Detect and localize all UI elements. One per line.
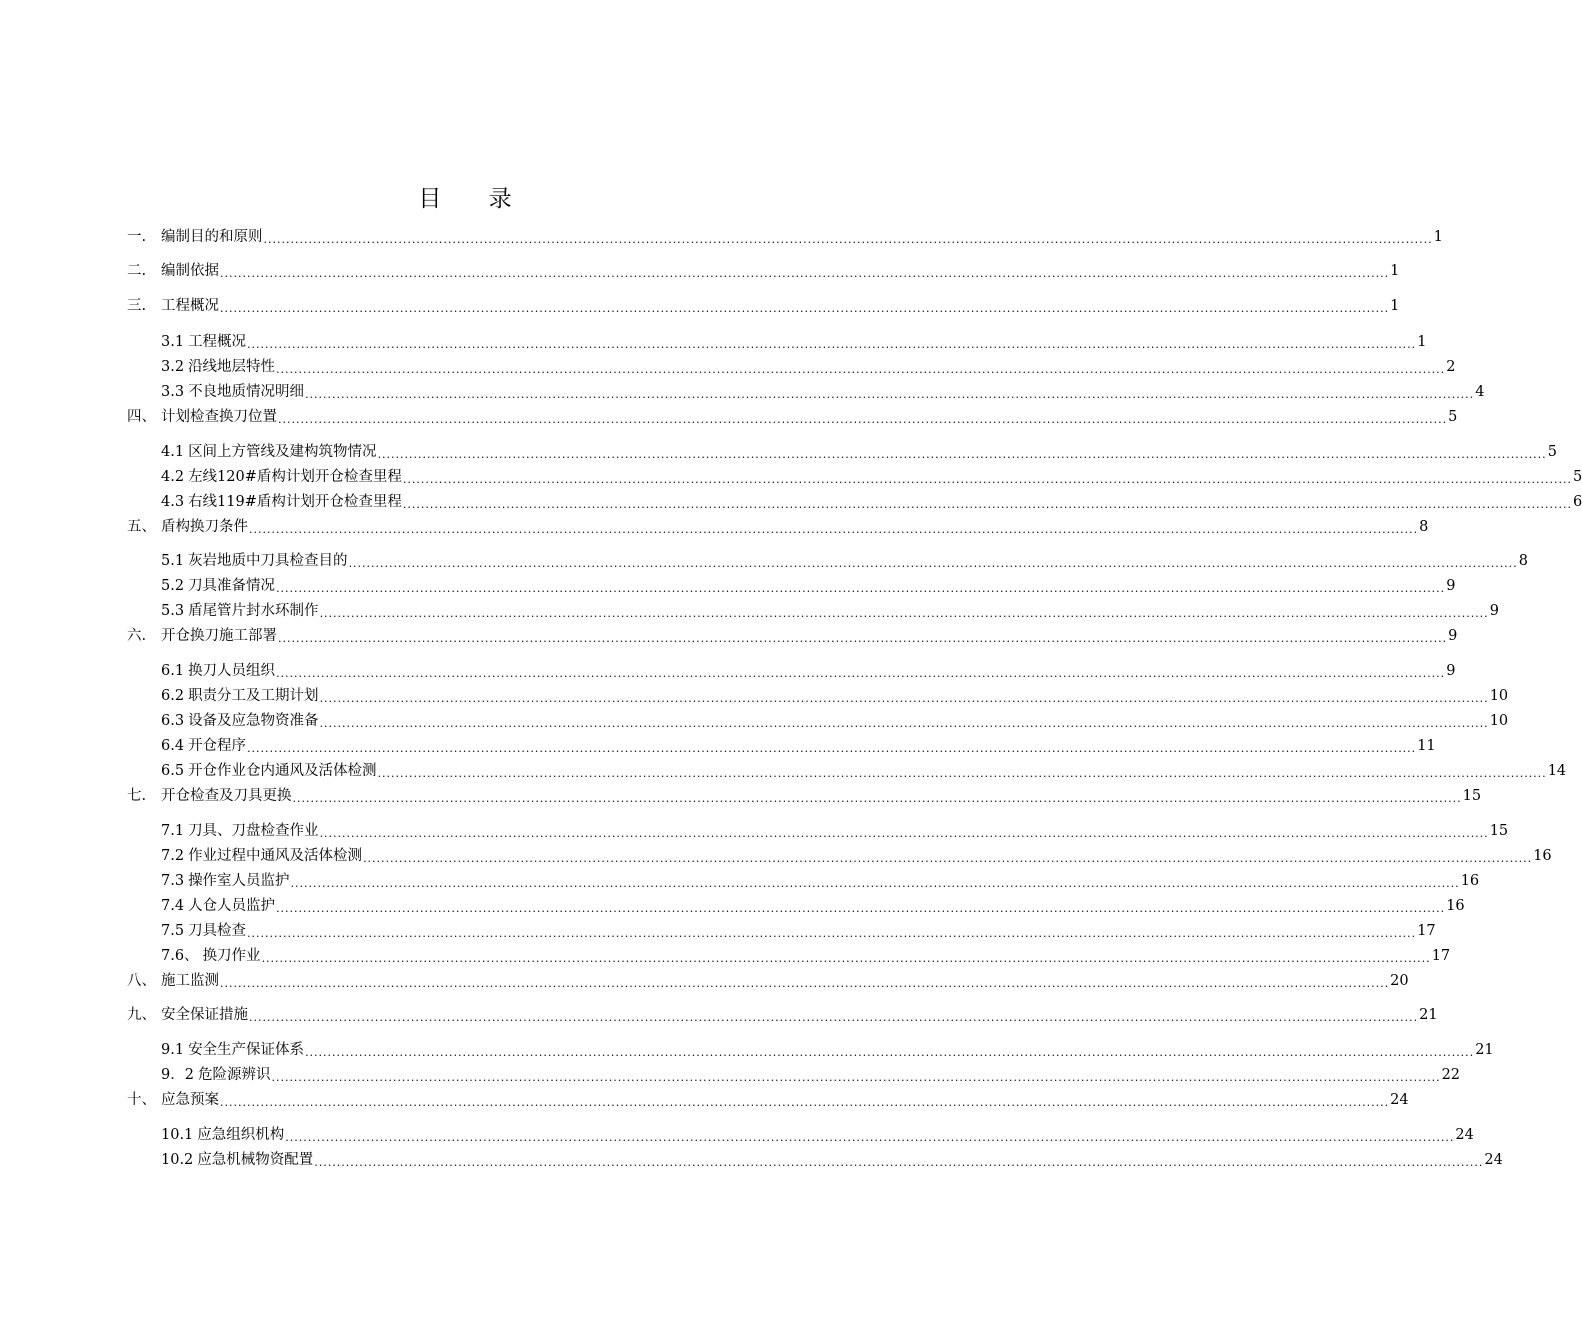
toc-entry[interactable] xyxy=(161,819,1509,841)
toc-entry-number: 六. xyxy=(127,628,147,644)
toc-entry[interactable] xyxy=(127,784,1482,806)
dot-leader: .................................................................................................................................................................................................................................................................... xyxy=(305,1046,1475,1059)
toc-entry-page-number: 5 xyxy=(1448,409,1458,425)
toc-entry-title: 工程概况 xyxy=(188,334,247,350)
toc-entry-number: 五、 xyxy=(127,519,156,535)
toc-entry-number: 10.1 xyxy=(161,1127,194,1143)
toc-entry-number: 7.4 xyxy=(161,898,185,914)
dot-leader: .................................................................................................................................................................................................................................................................... xyxy=(220,302,1390,315)
toc-entry-number: 10.2 xyxy=(161,1152,194,1168)
toc-entry-title: 开仓程序 xyxy=(188,738,247,754)
toc-entry[interactable] xyxy=(127,225,1443,247)
toc-entry-page-number: 8 xyxy=(1518,553,1528,569)
toc-entry[interactable] xyxy=(127,294,1400,316)
dot-leader: .................................................................................................................................................................................................................................................................... xyxy=(249,1011,1419,1024)
dot-leader: .................................................................................................................................................................................................................................................................... xyxy=(402,473,1573,486)
dot-leader: .................................................................................................................................................................................................................................................................... xyxy=(377,448,1547,461)
toc-entry-number: 7.6、 xyxy=(161,948,199,964)
toc-entry-number: 5.2 xyxy=(161,578,185,594)
dot-leader: .................................................................................................................................................................................................................................................................... xyxy=(278,632,1448,645)
toc-entry-page-number: 1 xyxy=(1390,263,1400,279)
toc-entry-title: 右线119#盾构计划开仓检查里程 xyxy=(188,494,402,510)
toc-entry-page-number: 10 xyxy=(1489,713,1509,729)
dot-leader: .................................................................................................................................................................................................................................................................... xyxy=(261,952,1431,965)
toc-entry-page-number: 22 xyxy=(1441,1067,1461,1083)
dot-leader: .................................................................................................................................................................................................................................................................... xyxy=(292,792,1462,805)
toc-entry-page-number: 9 xyxy=(1489,603,1499,619)
toc-entry[interactable] xyxy=(161,574,1456,596)
toc-entry-title: 设备及应急物资准备 xyxy=(188,713,319,729)
toc-entry[interactable] xyxy=(161,440,1557,462)
toc-entry[interactable] xyxy=(161,330,1427,352)
toc-entry-number: 4.2 xyxy=(161,469,185,485)
toc-entry-number: 6.4 xyxy=(161,738,185,754)
toc-entry-title: 施工监测 xyxy=(161,973,219,989)
toc-entry-page-number: 21 xyxy=(1475,1042,1494,1058)
toc-entry[interactable] xyxy=(161,1038,1494,1060)
toc-entry-number: 3.2 xyxy=(161,359,185,375)
toc-entry-title: 应急机械物资配置 xyxy=(197,1152,314,1168)
toc-entry[interactable] xyxy=(127,405,1458,427)
toc-entry-title: 应急组织机构 xyxy=(197,1127,285,1143)
dot-leader: .................................................................................................................................................................................................................................................................... xyxy=(220,977,1390,990)
dot-leader: .................................................................................................................................................................................................................................................................... xyxy=(249,523,1419,536)
toc-entry-number: 4.1 xyxy=(161,444,185,460)
toc-entry[interactable] xyxy=(161,1123,1474,1145)
toc-entry-page-number: 24 xyxy=(1484,1152,1503,1168)
toc-entry-page-number: 21 xyxy=(1419,1007,1438,1023)
toc-entry-title: 刀具准备情况 xyxy=(188,578,276,594)
toc-entry-page-number: 24 xyxy=(1390,1092,1409,1108)
toc-entry-number: 7.1 xyxy=(161,823,185,839)
toc-title: 目 录 xyxy=(418,186,532,212)
toc-entry-title: 人仓人员监护 xyxy=(188,898,276,914)
toc-entry-title: 开仓作业仓内通风及活体检测 xyxy=(188,763,377,779)
toc-entry-number: 一. xyxy=(127,229,147,245)
toc-entry[interactable] xyxy=(161,1148,1503,1170)
dot-leader: .................................................................................................................................................................................................................................................................... xyxy=(285,1131,1455,1144)
toc-entry-page-number: 2 xyxy=(1446,359,1456,375)
toc-entry-page-number: 5 xyxy=(1547,444,1557,460)
toc-entry-number: 6.2 xyxy=(161,688,185,704)
dot-leader: .................................................................................................................................................................................................................................................................... xyxy=(319,827,1489,840)
toc-entry[interactable] xyxy=(161,869,1480,891)
dot-leader: .................................................................................................................................................................................................................................................................... xyxy=(314,1156,1484,1169)
toc-entry-title: 换刀人员组织 xyxy=(188,663,276,679)
toc-entry[interactable] xyxy=(127,1003,1438,1025)
toc-entry-number: 4.3 xyxy=(161,494,185,510)
toc-entry-page-number: 1 xyxy=(1417,334,1427,350)
toc-entry-title: 开仓换刀施工部署 xyxy=(161,628,277,644)
toc-entry-number: 九、 xyxy=(127,1007,156,1023)
toc-entry[interactable] xyxy=(161,599,1499,621)
dot-leader: .................................................................................................................................................................................................................................................................... xyxy=(276,363,1446,376)
toc-entry-title: 操作室人员监护 xyxy=(188,873,290,889)
toc-entry-page-number: 4 xyxy=(1475,384,1485,400)
dot-leader: .................................................................................................................................................................................................................................................................... xyxy=(348,557,1518,570)
toc-entry-title: 工程概况 xyxy=(161,298,219,314)
toc-entry-number: 5.1 xyxy=(161,553,185,569)
toc-entry-page-number: 15 xyxy=(1462,788,1482,804)
toc-entry[interactable] xyxy=(161,709,1509,731)
toc-entry[interactable] xyxy=(161,490,1582,512)
toc-entry-page-number: 5 xyxy=(1573,469,1582,485)
toc-entry-number: 四、 xyxy=(127,409,156,425)
dot-leader: .................................................................................................................................................................................................................................................................... xyxy=(247,927,1417,940)
toc-entry-title: 刀具、刀盘检查作业 xyxy=(188,823,319,839)
toc-entry[interactable] xyxy=(161,355,1456,377)
toc-entry-number: 八、 xyxy=(127,973,156,989)
toc-entry-number: 7.2 xyxy=(161,848,185,864)
toc-entry-title: 开仓检查及刀具更换 xyxy=(161,788,292,804)
toc-entry-title: 刀具检查 xyxy=(188,923,247,939)
dot-leader: .................................................................................................................................................................................................................................................................... xyxy=(319,692,1489,705)
dot-leader: .................................................................................................................................................................................................................................................................... xyxy=(276,667,1446,680)
toc-entry-number: 9．2 xyxy=(161,1067,194,1083)
toc-entry-page-number: 9 xyxy=(1448,628,1458,644)
toc-entry-number: 二. xyxy=(127,263,147,279)
toc-entry-page-number: 14 xyxy=(1547,763,1567,779)
toc-entry[interactable] xyxy=(161,894,1465,916)
toc-entry-page-number: 17 xyxy=(1431,948,1451,964)
toc-entry[interactable] xyxy=(161,944,1451,966)
toc-entry-page-number: 16 xyxy=(1460,873,1480,889)
toc-entry-number: 七. xyxy=(127,788,147,804)
dot-leader: .................................................................................................................................................................................................................................................................... xyxy=(263,233,1433,246)
toc-entry-title: 安全保证措施 xyxy=(161,1007,248,1023)
toc-entry-number: 三. xyxy=(127,298,147,314)
toc-entry-title: 应急预案 xyxy=(161,1092,219,1108)
toc-entry-page-number: 9 xyxy=(1446,578,1456,594)
toc-entry-title: 盾构换刀条件 xyxy=(161,519,248,535)
toc-entry-page-number: 17 xyxy=(1417,923,1436,939)
toc-entry-number: 7.5 xyxy=(161,923,185,939)
toc-entry-page-number: 9 xyxy=(1446,663,1456,679)
toc-entry-page-number: 1 xyxy=(1433,229,1443,245)
dot-leader: .................................................................................................................................................................................................................................................................... xyxy=(276,902,1446,915)
toc-entry-title: 不良地质情况明细 xyxy=(188,384,305,400)
toc-entry-page-number: 10 xyxy=(1489,688,1509,704)
toc-entry-title: 左线120#盾构计划开仓检查里程 xyxy=(188,469,402,485)
toc-entry-number: 9.1 xyxy=(161,1042,185,1058)
toc-entry-title: 盾尾管片封水环制作 xyxy=(188,603,319,619)
toc-entry-number: 6.3 xyxy=(161,713,185,729)
dot-leader: .................................................................................................................................................................................................................................................................... xyxy=(278,413,1448,426)
dot-leader: .................................................................................................................................................................................................................................................................... xyxy=(305,388,1475,401)
dot-leader: .................................................................................................................................................................................................................................................................... xyxy=(402,498,1573,511)
dot-leader: .................................................................................................................................................................................................................................................................... xyxy=(220,1096,1390,1109)
toc-entry-number: 6.5 xyxy=(161,763,185,779)
toc-entry[interactable] xyxy=(161,465,1582,487)
toc-entry-title: 职责分工及工期计划 xyxy=(188,688,319,704)
toc-entry-number: 6.1 xyxy=(161,663,185,679)
toc-entry-title: 沿线地层特性 xyxy=(188,359,276,375)
toc-entry[interactable] xyxy=(161,684,1509,706)
dot-leader: .................................................................................................................................................................................................................................................................... xyxy=(271,1071,1441,1084)
toc-entry-number: 5.3 xyxy=(161,603,185,619)
toc-entry-title: 区间上方管线及建构筑物情况 xyxy=(188,444,377,460)
toc-entry-page-number: 8 xyxy=(1419,519,1429,535)
toc-entry-number: 3.1 xyxy=(161,334,185,350)
toc-entry[interactable] xyxy=(161,759,1567,781)
toc-entry[interactable] xyxy=(161,549,1528,571)
toc-entry[interactable] xyxy=(161,734,1436,756)
toc-entry-page-number: 20 xyxy=(1390,973,1409,989)
toc-entry-page-number: 11 xyxy=(1417,738,1436,754)
toc-entry[interactable] xyxy=(161,844,1552,866)
toc-entry-page-number: 1 xyxy=(1390,298,1400,314)
toc-entry-title: 作业过程中通风及活体检测 xyxy=(188,848,363,864)
toc-entry-page-number: 6 xyxy=(1573,494,1582,510)
toc-entry-page-number: 16 xyxy=(1533,848,1552,864)
toc-entry-page-number: 15 xyxy=(1489,823,1509,839)
dot-leader: .................................................................................................................................................................................................................................................................... xyxy=(319,717,1489,730)
toc-entry-number: 3.3 xyxy=(161,384,185,400)
toc-entry-title: 安全生产保证体系 xyxy=(188,1042,305,1058)
toc-entry-page-number: 24 xyxy=(1455,1127,1474,1143)
toc-entry[interactable] xyxy=(127,969,1409,991)
toc-entry-number: 十、 xyxy=(127,1092,156,1108)
dot-leader: .................................................................................................................................................................................................................................................................... xyxy=(220,267,1390,280)
toc-entry-title: 编制目的和原则 xyxy=(161,229,263,245)
toc-entry-title: 危险源辨识 xyxy=(197,1067,271,1083)
toc-entry-page-number: 16 xyxy=(1446,898,1465,914)
dot-leader: .................................................................................................................................................................................................................................................................... xyxy=(363,852,1533,865)
dot-leader: .................................................................................................................................................................................................................................................................... xyxy=(247,742,1417,755)
dot-leader: .................................................................................................................................................................................................................................................................... xyxy=(319,607,1489,620)
toc-entry[interactable] xyxy=(161,919,1436,941)
toc-entry-title: 编制依据 xyxy=(161,263,219,279)
dot-leader: .................................................................................................................................................................................................................................................................... xyxy=(377,767,1547,780)
toc-entry-title: 计划检查换刀位置 xyxy=(161,409,277,425)
toc-entry[interactable] xyxy=(127,259,1400,281)
dot-leader: .................................................................................................................................................................................................................................................................... xyxy=(290,877,1460,890)
dot-leader: .................................................................................................................................................................................................................................................................... xyxy=(276,582,1446,595)
toc-entry[interactable] xyxy=(127,624,1458,646)
toc-entry[interactable] xyxy=(127,515,1429,537)
toc-entry-title: 灰岩地质中刀具检查目的 xyxy=(188,553,348,569)
dot-leader: .................................................................................................................................................................................................................................................................... xyxy=(247,338,1417,351)
toc-entry-number: 7.3 xyxy=(161,873,185,889)
toc-entry-title: 换刀作业 xyxy=(202,948,261,964)
toc-entry[interactable] xyxy=(161,1063,1461,1085)
toc-entry[interactable] xyxy=(161,380,1485,402)
toc-entry[interactable] xyxy=(127,1088,1409,1110)
toc-entry[interactable] xyxy=(161,659,1456,681)
